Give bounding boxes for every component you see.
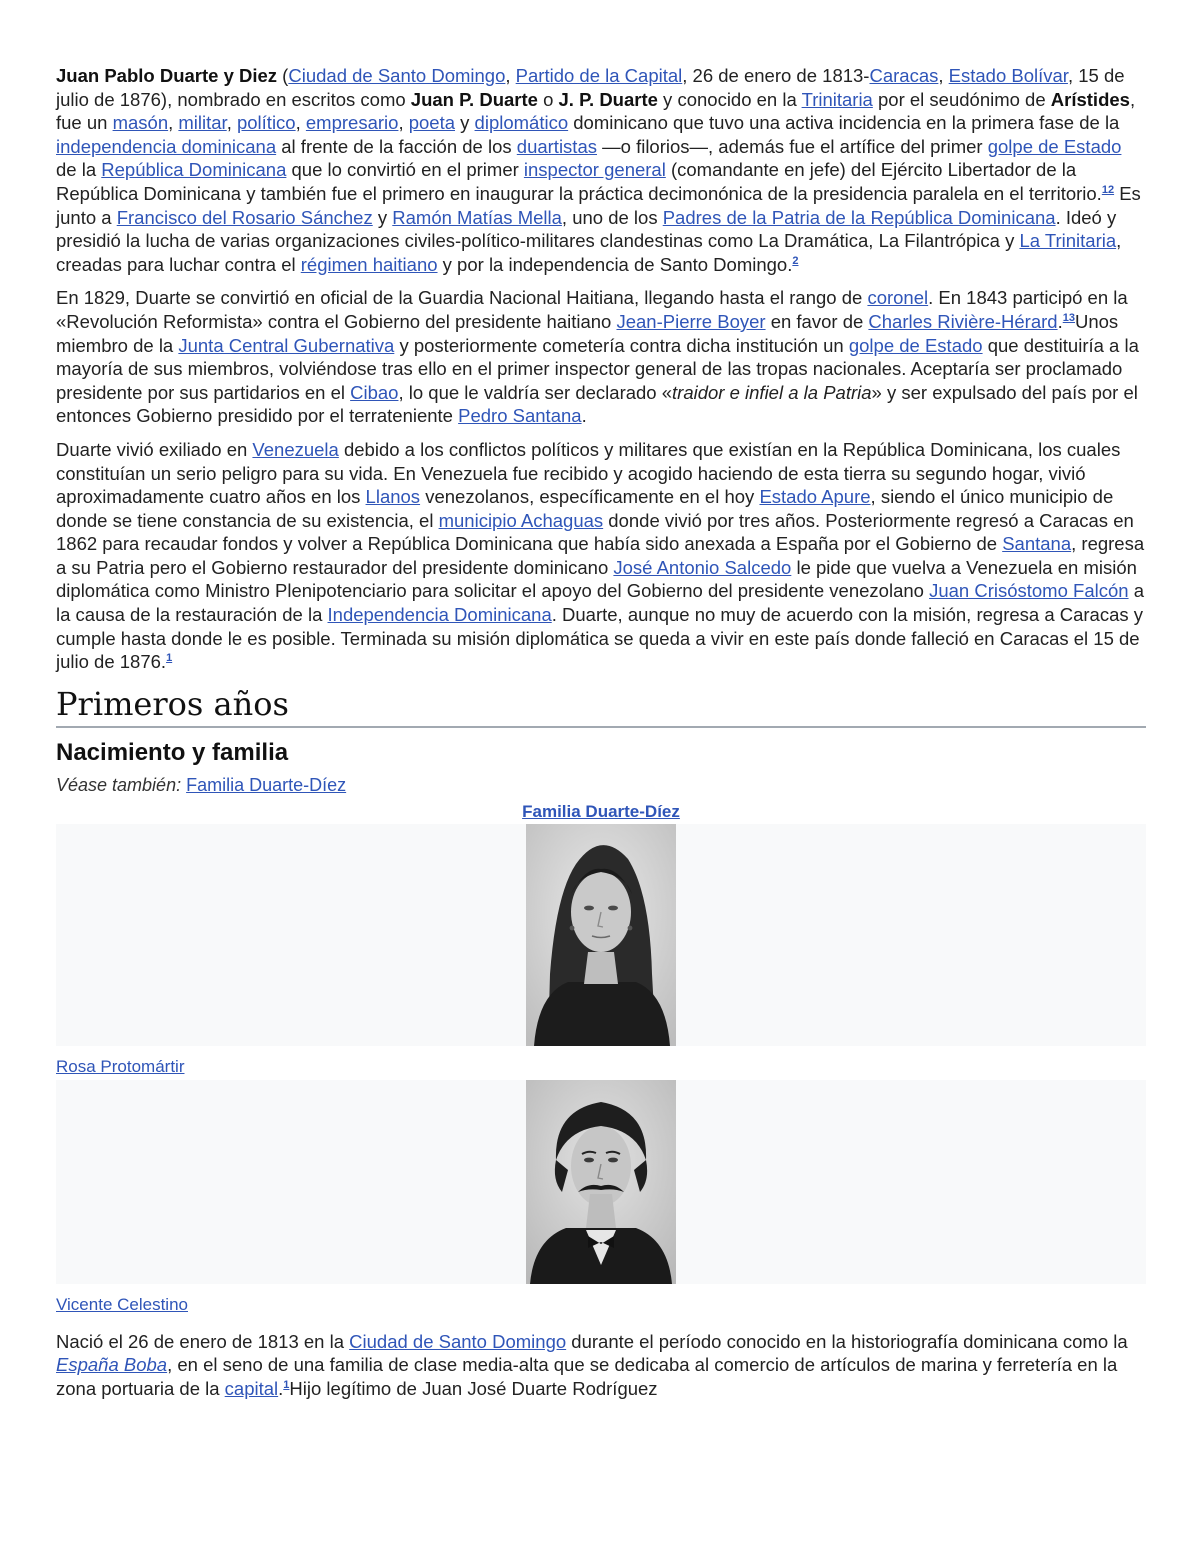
text-run: , <box>938 65 949 86</box>
text-run: . Ideó y presidió la lucha de varias organizaciones civiles-político-militares clandestinas como La Dramática, La Filantrópica y <box>56 206 1117 252</box>
text-run: » y ser expulsado del país por el entonces Gobierno presidido por el terrateniente <box>56 381 1138 427</box>
wiki-link[interactable]: República Dominicana <box>101 159 287 181</box>
wiki-link[interactable]: Francisco del Rosario Sánchez <box>116 206 373 228</box>
wiki-link[interactable]: Caracas <box>869 65 939 86</box>
wiki-link[interactable]: Trinitaria <box>801 88 873 110</box>
text-run: , fue un <box>56 88 1136 134</box>
text-run: , en el seno de una familia de clase media-alta que se dedicaba al comercio de artículos de marina y ferretería en la zona portuaria de la <box>56 1354 1118 1400</box>
text-run: —o filorios—, además fue el artífice del primer <box>597 135 988 157</box>
birth-paragraph <box>56 1330 1146 1401</box>
intro-paragraph-3 <box>56 438 1146 674</box>
wiki-link[interactable]: golpe de Estado <box>987 135 1122 157</box>
reference-link[interactable]: 13 <box>1062 311 1075 324</box>
text-run: o <box>537 88 559 110</box>
wiki-link[interactable]: Cibao <box>350 381 399 403</box>
text-run: . Duarte, aunque no muy de acuerdo con la misión, regresa a Caracas y cumple hasta donde le es posible. Terminada su misión diplomática se queda a vivir en este país donde falleció en Caracas el 15 de julio de 1876. <box>56 604 1144 673</box>
portrait-woman-photo[interactable] <box>526 824 676 1046</box>
reference-superscript <box>792 255 798 267</box>
wiki-link[interactable]: inspector general <box>523 159 666 181</box>
text-run: Unos miembro de la <box>56 310 1119 356</box>
text-run: que destituiría a la mayoría de sus miembros, volviéndose tras ello en el primer inspector general de las tropas nacionales. Aceptaría ser proclamado presidente por sus partidarios en el <box>56 334 1139 403</box>
reference-link[interactable]: 1 <box>166 652 173 665</box>
text-run: ( <box>277 65 289 86</box>
text-run: , 26 de enero de 1813- <box>682 65 870 86</box>
text-run: de la <box>56 159 102 181</box>
wiki-link[interactable]: masón <box>112 112 169 134</box>
text-run: y conocido en la <box>657 88 802 110</box>
text-run: , <box>226 112 237 134</box>
text-run: , <box>295 112 306 134</box>
wiki-link[interactable]: golpe de Estado <box>848 334 983 356</box>
text-run: por el seudónimo de <box>872 88 1051 110</box>
wiki-link[interactable]: Junta Central Gubernativa <box>178 334 395 356</box>
text-run: . En 1843 participó en la «Revolución Reformista» contra el Gobierno del presidente haitiano <box>56 287 1128 332</box>
text-run: . <box>1057 310 1063 332</box>
bold-term: Juan Pablo Duarte y Diez <box>56 65 278 86</box>
gallery-frame-2 <box>56 1080 1146 1284</box>
gallery-item-caption-1 <box>56 1056 1146 1078</box>
reference-link[interactable]: 1 <box>283 1378 290 1391</box>
wiki-link[interactable]: La Trinitaria <box>1019 230 1117 252</box>
wiki-link[interactable]: Ciudad de Santo Domingo <box>288 65 506 86</box>
text-run: en favor de <box>765 310 869 332</box>
wiki-link[interactable]: coronel <box>867 287 929 309</box>
see-also-link[interactable]: Familia Duarte-Díez <box>186 774 347 795</box>
text-run: , <box>505 65 516 86</box>
caption-link-vicente[interactable]: Vicente Celestino <box>56 1294 188 1314</box>
text-run: , regresa a su Patria pero el Gobierno restaurador del presidente dominicano <box>56 533 1145 578</box>
see-also-label: Véase también: <box>56 774 182 795</box>
wiki-link[interactable]: régimen haitiano <box>300 253 438 275</box>
reference-superscript <box>1102 184 1114 196</box>
reference-superscript <box>166 652 172 664</box>
text-run: dominicano que tuvo una activa incidencia en la primera fase de la <box>568 112 1120 134</box>
text-run: , siendo el único municipio de donde se tiene constancia de su existencia, el <box>56 486 1114 531</box>
text-run: . <box>581 405 587 427</box>
portrait-man-photo[interactable] <box>526 1080 676 1284</box>
gallery-title-link[interactable]: Familia Duarte-Díez <box>522 801 680 821</box>
text-run: , lo que le valdría ser declarado « <box>398 381 673 403</box>
wiki-link[interactable]: Pedro Santana <box>458 405 582 427</box>
text-run: y posteriormente cometería contra dicha institución un <box>394 334 849 356</box>
text-run: debido a los conflictos políticos y militares que existían en la República Dominicana, los cuales constituían un serio peligro para su vida. En Venezuela fue recibido y acogido haciendo de esta tierra su segundo hogar, vivió aproximadamente cuatro años en los <box>56 438 1121 508</box>
wiki-link[interactable]: municipio Achaguas <box>438 509 604 531</box>
text-run: le pide que vuelva a Venezuela en misión diplomática como Ministro Plenipotenciario para solicitar el apoyo del Gobierno del presidente venezolano <box>56 556 1137 602</box>
see-also-note <box>56 774 1146 796</box>
text-run: donde vivió por tres años. Posteriormente regresó a Caracas en 1862 para recaudar fondos y volver a República Dominicana que había sido anexada a España por el Gobierno de <box>56 509 1134 555</box>
wiki-link[interactable]: duartistas <box>516 135 597 157</box>
wiki-link[interactable]: político <box>236 112 296 134</box>
wiki-link[interactable]: independencia dominicana <box>56 135 277 157</box>
gallery-title <box>56 802 1146 822</box>
wiki-link[interactable]: Santana <box>1002 533 1072 555</box>
text-run: , 15 de julio de 1876), nombrado en escritos como <box>56 65 1125 110</box>
article-content <box>56 64 1146 1411</box>
wiki-link[interactable]: militar <box>178 112 227 134</box>
text-run: , creadas para luchar contra el <box>56 230 1122 275</box>
text-run: , uno de los <box>561 206 663 228</box>
wiki-link[interactable]: José Antonio Salcedo <box>613 556 792 578</box>
wiki-link[interactable]: empresario <box>305 112 399 134</box>
text-run: , <box>168 112 179 134</box>
wiki-link[interactable]: Ramón Matías Mella <box>392 206 562 228</box>
wiki-link[interactable]: Independencia Dominicana <box>327 604 552 626</box>
reference-link[interactable]: 12 <box>1101 183 1115 196</box>
text-run: , <box>398 112 409 134</box>
section-heading: Primeros años <box>56 684 1146 728</box>
text-run: y <box>455 112 475 134</box>
text-run: a la causa de la restauración de la <box>56 580 1144 626</box>
text-run: durante el período conocido en la historiografía dominicana como la <box>566 1330 1128 1352</box>
wiki-link[interactable]: poeta <box>408 112 456 134</box>
wiki-link[interactable]: Ciudad de Santo Domingo <box>349 1330 567 1352</box>
text-run: En 1829, Duarte se convirtió en oficial de la Guardia Nacional Haitiana, llegando hasta el rango de <box>56 287 868 309</box>
text-run: Duarte vivió exiliado en <box>56 438 253 460</box>
wiki-link[interactable]: Juan Crisóstomo Falcón <box>929 580 1129 602</box>
intro-paragraph-2 <box>56 286 1146 428</box>
reference-link[interactable]: 2 <box>792 254 799 267</box>
caption-link-rosa[interactable]: Rosa Protomártir <box>56 1056 185 1076</box>
wiki-link[interactable]: Venezuela <box>252 438 339 460</box>
wiki-link[interactable]: Llanos <box>365 486 421 508</box>
wiki-link[interactable]: Partido de la Capital <box>515 65 683 86</box>
bold-term: Arístides <box>1050 88 1130 110</box>
wiki-link[interactable]: capital <box>224 1378 279 1400</box>
gallery-item-caption-2 <box>56 1294 1146 1316</box>
reference-superscript <box>1063 312 1075 324</box>
italic-quote: traidor e infiel a la Patria <box>672 381 872 403</box>
text-run: Hijo legítimo de Juan José Duarte Rodríguez <box>289 1378 658 1400</box>
text-run: Es junto a <box>56 182 1141 228</box>
wiki-link[interactable]: diplomático <box>474 112 569 134</box>
text-run: venezolanos, específicamente en el hoy <box>420 486 760 508</box>
text-run: y <box>372 206 393 228</box>
text-run: . <box>278 1378 284 1400</box>
wiki-link[interactable]: Charles Rivière-Hérard <box>868 310 1058 332</box>
text-run: (comandante en jefe) del Ejército Libertador de la República Dominicana y también fue el primero en inaugurar la práctica decimonónica de la presidencia paralela en el territorio. <box>56 159 1102 204</box>
text-run: y por la independencia de Santo Domingo. <box>437 253 793 275</box>
gallery-frame-1 <box>56 824 1146 1046</box>
wiki-link[interactable]: Estado Apure <box>759 486 871 508</box>
wiki-link-italic[interactable]: España Boba <box>56 1354 168 1376</box>
text-run: que lo convirtió en el primer <box>286 159 524 181</box>
wiki-link[interactable]: Estado Bolívar <box>948 65 1068 86</box>
text-run: Nació el 26 de enero de 1813 en la <box>56 1330 350 1352</box>
bold-term: J. P. Duarte <box>558 88 658 110</box>
intro-paragraph-1 <box>56 64 1146 276</box>
wiki-link[interactable]: Jean-Pierre Boyer <box>616 310 766 332</box>
text-run: al frente de la facción de los <box>276 135 517 157</box>
subsection-heading: Nacimiento y familia <box>56 738 289 766</box>
wiki-link[interactable]: Padres de la Patria de la República Dominicana <box>662 206 1056 228</box>
bold-term: Juan P. Duarte <box>410 88 538 110</box>
